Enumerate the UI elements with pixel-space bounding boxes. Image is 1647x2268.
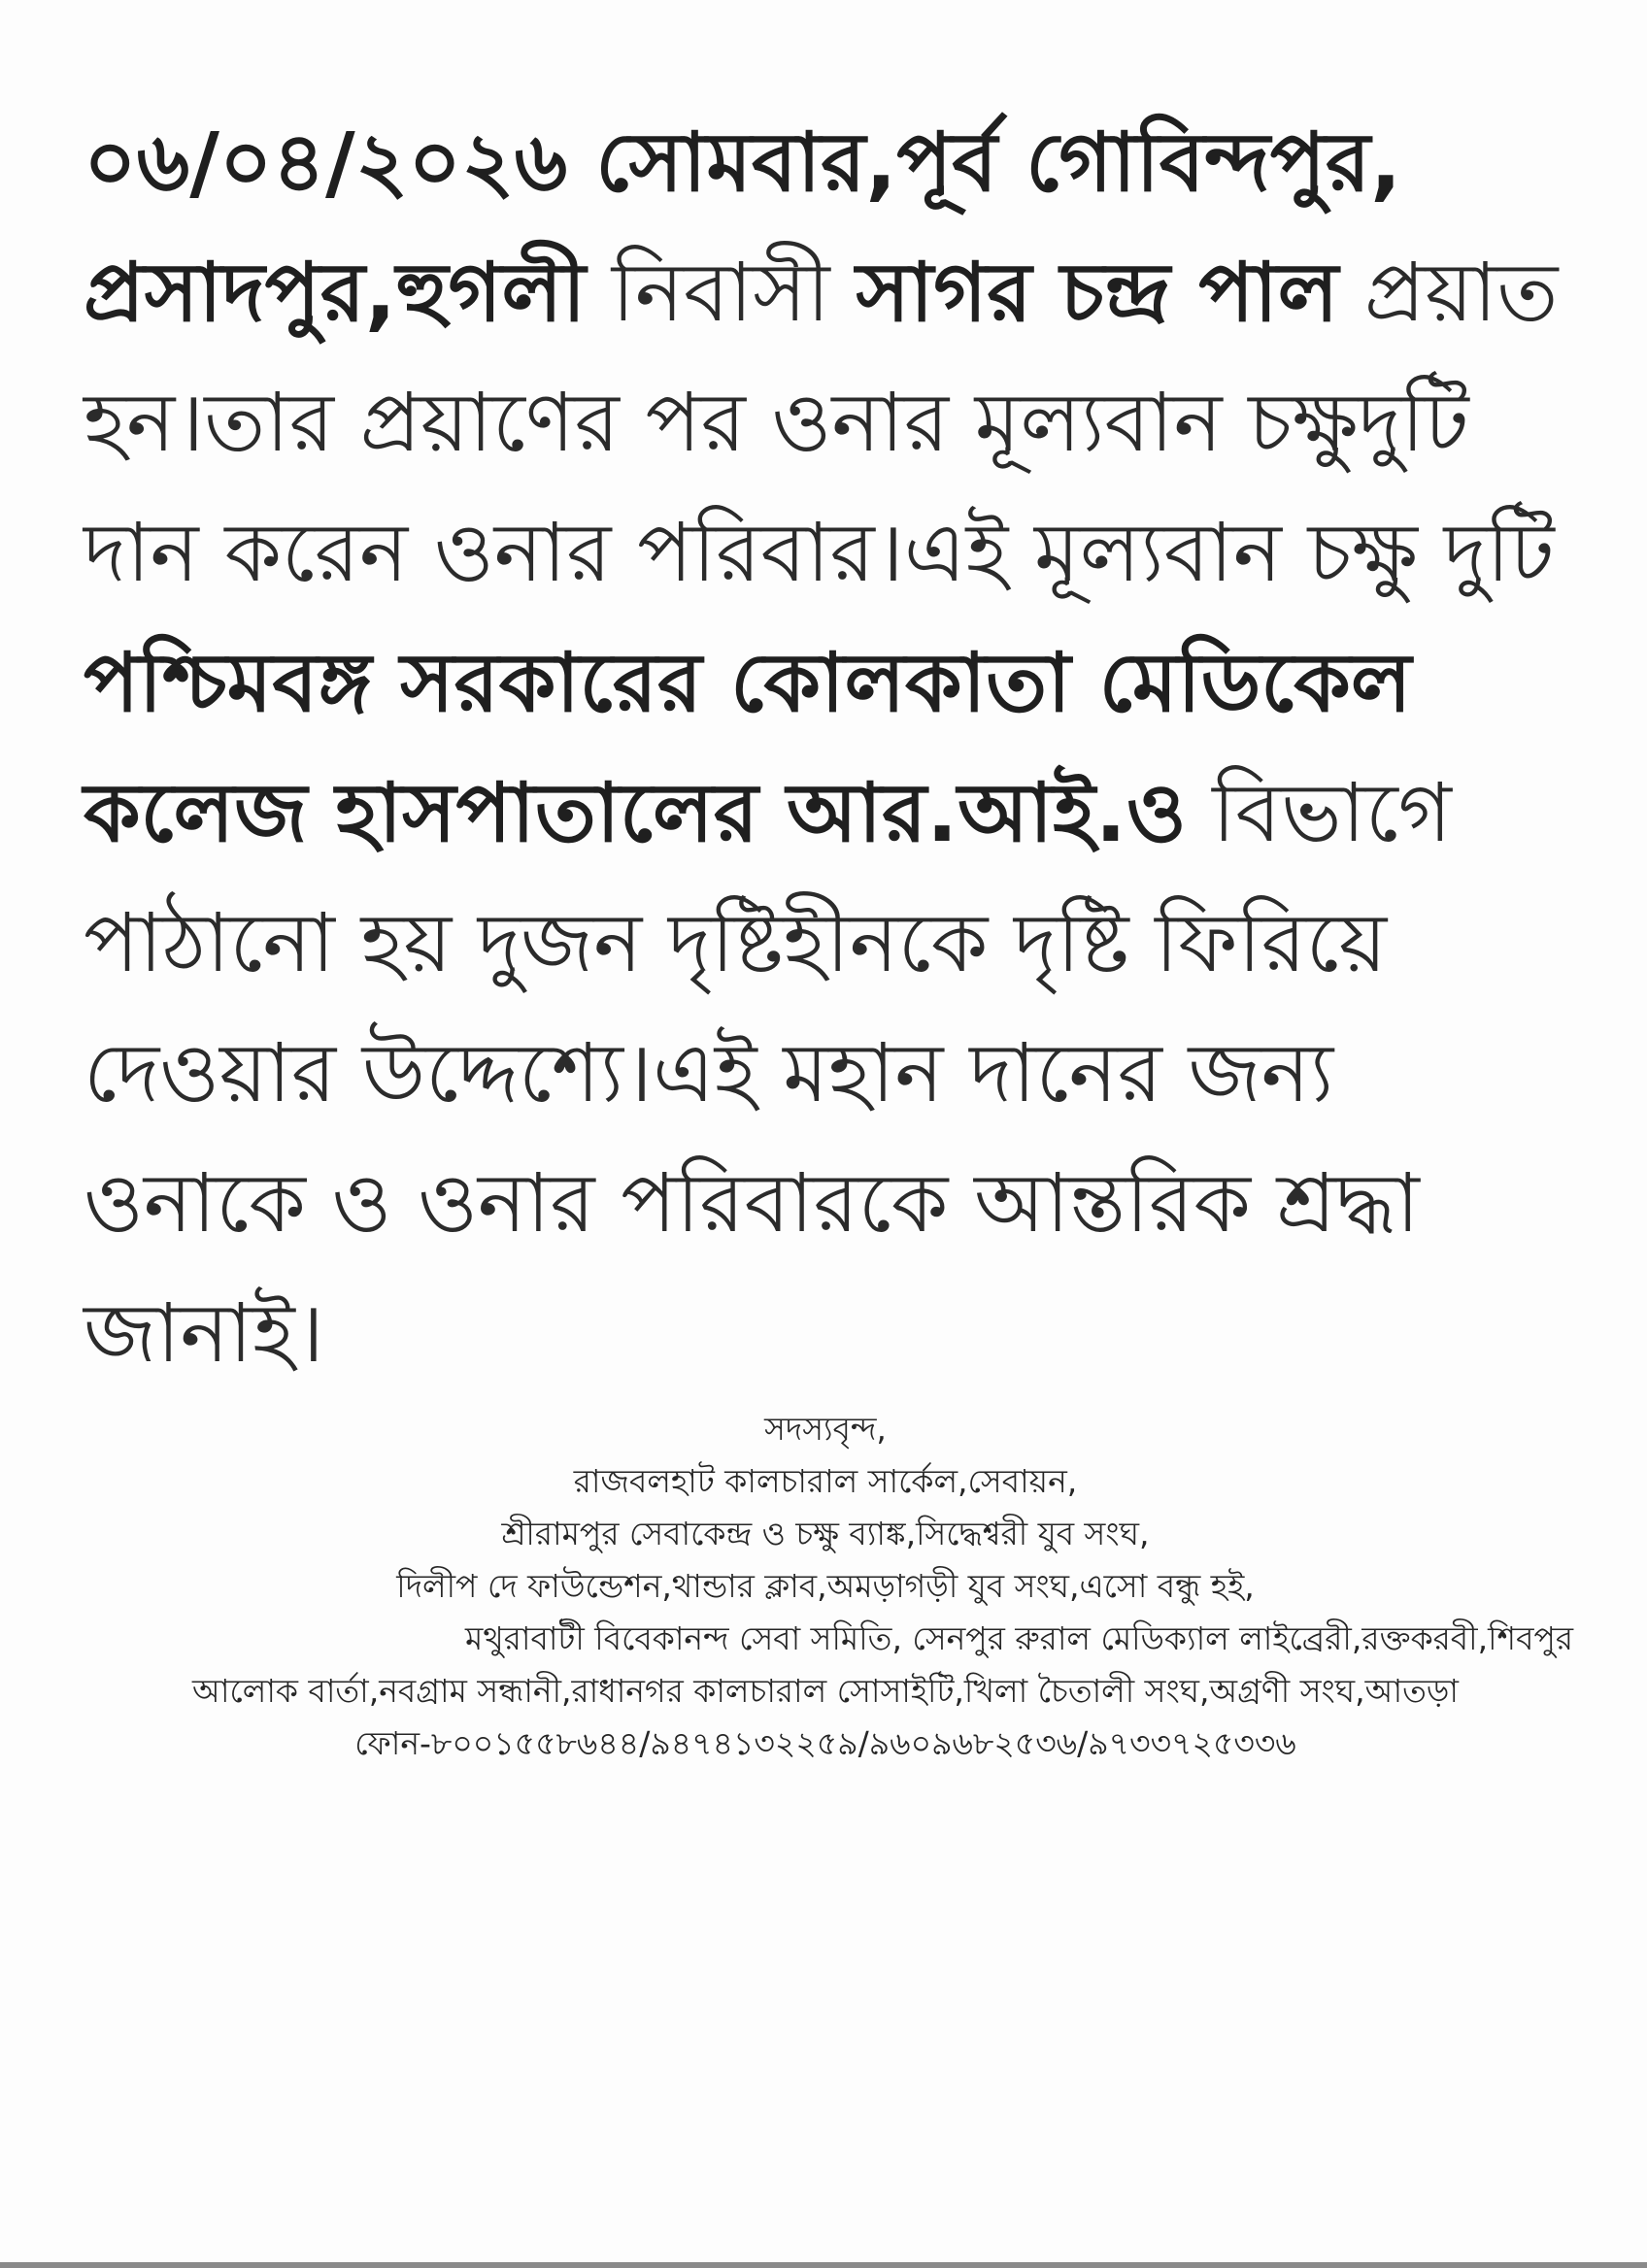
obituary-notice-text	[84, 97, 1579, 1398]
hospital-name: পশ্চিমবঙ্গ সরকারের কোলকাতা মেডিকেল কলেজ হাসপাতালের আর.আই.ও	[84, 635, 1412, 860]
member-line: শ্রীরামপুর সেবাকেন্দ্র ও চক্ষু ব্যাঙ্ক,সিদ্ধেশ্বরী যুব সংঘ,	[501, 1515, 1150, 1552]
tribute-text: বিভাগে পাঠানো হয় দুজন দৃষ্টিহীনকে দৃষ্টি ফিরিয়ে দেওয়ার উদ্দেশ্যে।এই মহান দানের জন্য ওনাকে ও ওনার পরিবারকে আন্তরিক শ্রদ্ধা জানাই।	[84, 765, 1452, 1381]
member-line: মথুরাবাটী বিবেকানন্দ সেবা সমিতি, সেনপুর রুরাল মেডিক্যাল লাইব্রেরী,রক্তকরবী,শিবপুর	[465, 1619, 1573, 1657]
resident-word: নিবাসী	[586, 245, 857, 340]
member-line: রাজবলহাট কালচারাল সার্কেল,সেবায়ন,	[573, 1462, 1078, 1500]
members-block	[58, 1403, 1593, 1770]
members-heading: সদস্যবৃন্দ,	[764, 1410, 887, 1448]
member-line: দিলীপ দে ফাউন্ডেশন,থান্ডার ক্লাব,অমড়াগড়ী যুব সংঘ,এসো বন্ধু হই,	[396, 1567, 1255, 1605]
donation-text: প্রয়াত হন।তার প্রয়াণের পর ওনার মূল্যবান চক্ষুদুটি দান করেন ওনার পরিবার।এই মূল্যবান চক্ষু দুটি	[84, 245, 1559, 600]
deceased-name: সাগর চন্দ্র পাল	[856, 245, 1339, 340]
scan-edge	[0, 2262, 1647, 2268]
date-and-address: ০৬/০৪/২০২৬ সোমবার,পূর্ব গোবিন্দপুর, প্রসাদপুর,হুগলী	[84, 115, 1402, 340]
member-line: আলোক বার্তা,নবগ্রাম সন্ধানী,রাধানগর কালচারাল সোসাইটি,খিলা চৈতালী সংঘ,অগ্রণী সংঘ,আতড়া	[191, 1672, 1459, 1710]
phone-numbers: ফোন-৮০০১৫৫৮৬৪৪/৯৪৭৪১৩২২৫৯/৯৬০৯৬৮২৫৩৬/৯৭৩৩৭২৫৩৩৬	[354, 1724, 1296, 1762]
